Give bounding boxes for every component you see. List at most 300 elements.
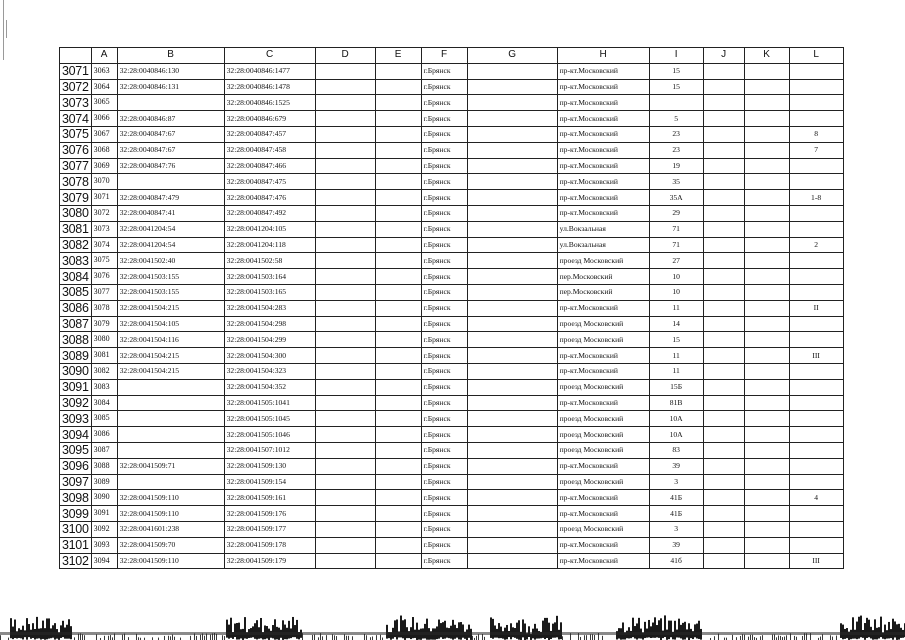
cell-g [467,395,557,411]
cell-k [744,490,789,506]
cell-g [467,458,557,474]
cell-i: 41Б [649,506,703,522]
row-number[interactable]: 3082 [60,237,92,253]
cell-e [375,79,421,95]
cell-b: 32:28:0040847:479 [117,190,224,206]
cell-b: 32:28:0040847:67 [117,142,224,158]
scan-noise-mark [660,618,662,640]
scan-noise-mark [510,623,512,639]
row-number[interactable]: 3090 [60,363,92,379]
row-number[interactable]: 3093 [60,411,92,427]
row-number[interactable]: 3097 [60,474,92,490]
table-row [60,395,844,411]
scan-noise-mark [332,634,333,640]
cell-g [467,269,557,285]
cell-c: 32:28:0040847:475 [224,174,315,190]
scan-noise-mark [272,625,274,638]
cell-h: проезд Московский [557,379,649,395]
scan-noise-mark [840,623,842,638]
row-number[interactable]: 3075 [60,126,92,142]
cell-k [744,142,789,158]
cell-c: 32:28:0041504:283 [224,300,315,316]
scan-noise-mark [164,636,165,640]
table-row [60,553,844,569]
cell-i [649,95,703,111]
cell-j [703,458,744,474]
cell-e [375,269,421,285]
cell-j [703,553,744,569]
cell-l [789,253,843,269]
cell-b: 32:28:0041503:155 [117,284,224,300]
scan-noise-mark [864,623,866,640]
cell-b: 32:28:0041204:54 [117,237,224,253]
cell-l [789,474,843,490]
cell-c: 32:28:0040846:679 [224,111,315,127]
cell-l: 8 [789,126,843,142]
cell-l [789,395,843,411]
scan-noise-mark [210,634,211,640]
cell-h: пр-кт.Московский [557,363,649,379]
scan-noise-mark [84,635,85,640]
cell-f: г.Брянск [421,474,467,490]
scan-noise-mark [294,625,296,637]
cell-c: 32:28:0041204:118 [224,237,315,253]
row-number[interactable]: 3077 [60,158,92,174]
cell-i: 10 [649,284,703,300]
cell-j [703,395,744,411]
cell-j [703,521,744,537]
table-row [60,458,844,474]
record-number: 3075 [91,253,117,269]
scan-noise-mark [314,634,315,640]
cell-i: 11 [649,363,703,379]
cell-c: 32:28:0041509:177 [224,521,315,537]
cell-j [703,363,744,379]
row-number[interactable]: 3099 [60,506,92,522]
cell-h: пр-кт.Московский [557,205,649,221]
cell-e [375,332,421,348]
cell-d [315,553,375,569]
scan-noise-mark [762,635,763,640]
scan-noise-mark [110,635,111,640]
scan-noise-baseline [0,632,905,635]
scan-noise-mark [238,623,240,640]
scan-noise-mark [592,634,593,640]
row-number[interactable]: 3071 [60,63,92,79]
cell-k [744,158,789,174]
scan-noise-mark [742,634,743,640]
cell-f: г.Брянск [421,363,467,379]
row-number[interactable]: 3073 [60,95,92,111]
scan-noise-mark [492,619,494,639]
table-row [60,111,844,127]
table-row [60,427,844,443]
cell-j [703,300,744,316]
scan-noise-mark [256,620,258,639]
scan-noise-mark [822,634,823,640]
scan-noise-mark [748,637,749,640]
scan-noise-mark [680,625,682,639]
cell-k [744,79,789,95]
scan-noise-mark [296,620,298,639]
cell-f: г.Брянск [421,126,467,142]
scan-noise-mark [472,636,473,640]
cell-f: г.Брянск [421,174,467,190]
cell-c: 32:28:0041509:176 [224,506,315,522]
scan-noise-mark [174,637,175,640]
row-number[interactable]: 3088 [60,332,92,348]
cell-e [375,506,421,522]
row-number[interactable]: 3094 [60,427,92,443]
scan-noise-mark [874,619,876,639]
column-header[interactable]: D [315,48,375,64]
cell-k [744,63,789,79]
record-number: 3073 [91,221,117,237]
cell-e [375,316,421,332]
cell-e [375,379,421,395]
cell-c: 32:28:0041509:154 [224,474,315,490]
cell-e [375,158,421,174]
row-number[interactable]: 3096 [60,458,92,474]
scan-noise-mark [744,635,745,640]
row-number[interactable]: 3085 [60,284,92,300]
table-row [60,253,844,269]
cell-g [467,332,557,348]
cell-l [789,411,843,427]
cell-i: 10А [649,427,703,443]
cell-b [117,474,224,490]
column-header-row [60,48,844,64]
cell-b: 32:28:0041509:110 [117,506,224,522]
cell-c: 32:28:0041502:58 [224,253,315,269]
row-number[interactable]: 3079 [60,190,92,206]
record-number: 3077 [91,284,117,300]
table-row [60,142,844,158]
scan-noise-mark [344,634,345,640]
cell-b: 32:28:0040847:67 [117,126,224,142]
cell-k [744,190,789,206]
scan-noise-mark [462,624,464,637]
scan-noise-mark [274,619,276,639]
cell-b: 32:28:0041504:215 [117,363,224,379]
row-number[interactable]: 3081 [60,221,92,237]
cell-j [703,474,744,490]
cell-b: 32:28:0040846:130 [117,63,224,79]
record-number: 3063 [91,63,117,79]
scan-noise-mark [534,624,536,640]
column-header[interactable]: K [744,48,789,64]
row-number[interactable]: 3091 [60,379,92,395]
scan-noise-mark [32,623,34,638]
cell-i: 39 [649,537,703,553]
row-number[interactable]: 3084 [60,269,92,285]
cell-d [315,158,375,174]
cell-b [117,427,224,443]
scan-noise-mark [26,618,28,640]
cell-j [703,379,744,395]
cell-l: III [789,348,843,364]
record-number: 3069 [91,158,117,174]
cell-b [117,95,224,111]
scan-noise-mark [622,622,624,639]
table-row [60,411,844,427]
cell-k [744,348,789,364]
scan-noise-mark [696,624,698,639]
cell-c: 32:28:0040847:476 [224,190,315,206]
cell-d [315,395,375,411]
column-header[interactable]: H [557,48,649,64]
cell-k [744,237,789,253]
cell-d [315,269,375,285]
record-number: 3093 [91,537,117,553]
record-number: 3085 [91,411,117,427]
cell-h: проезд Московский [557,253,649,269]
cell-b: 32:28:0041502:40 [117,253,224,269]
cell-i: 35А [649,190,703,206]
cell-i: 83 [649,442,703,458]
column-header[interactable]: E [375,48,421,64]
cell-g [467,111,557,127]
table-row [60,348,844,364]
cell-g [467,379,557,395]
scan-noise-mark [732,635,733,640]
row-number[interactable]: 3098 [60,490,92,506]
column-header[interactable]: F [421,48,467,64]
record-number: 3078 [91,300,117,316]
scan-noise-mark [168,636,169,640]
scan-noise-mark [584,635,585,640]
cell-f: г.Брянск [421,205,467,221]
cell-e [375,237,421,253]
cell-d [315,490,375,506]
scan-noise-mark [228,625,230,639]
table-row [60,174,844,190]
cell-g [467,158,557,174]
cell-e [375,142,421,158]
cell-i: 11 [649,300,703,316]
row-number[interactable]: 3102 [60,553,92,569]
scan-noise-mark [82,634,83,640]
row-number[interactable]: 3086 [60,300,92,316]
cell-i: 29 [649,205,703,221]
scan-noise-mark [122,635,123,640]
cell-f: г.Брянск [421,458,467,474]
row-number[interactable]: 3083 [60,253,92,269]
scan-noise-mark [452,620,454,640]
scan-noise-mark [312,635,313,640]
cell-h: пр-кт.Московский [557,506,649,522]
scan-noise-mark [638,618,640,639]
row-number[interactable]: 3076 [60,142,92,158]
scan-noise-mark [516,623,518,639]
scan-noise-mark [424,624,426,639]
cell-i: 41б [649,553,703,569]
row-number[interactable]: 3092 [60,395,92,411]
cell-g [467,348,557,364]
cell-c: 32:28:0041507:1012 [224,442,315,458]
cell-b: 32:28:0041504:215 [117,300,224,316]
record-number: 3083 [91,379,117,395]
cell-f: г.Брянск [421,190,467,206]
scan-noise-mark [476,636,477,640]
scan-noise-mark [898,624,900,640]
cell-g [467,442,557,458]
cell-i: 27 [649,253,703,269]
cell-i: 39 [649,458,703,474]
cell-b: 32:28:0041504:215 [117,348,224,364]
cell-e [375,363,421,379]
cell-h: пр-кт.Московский [557,490,649,506]
scan-noise-mark [0,635,1,640]
cell-d [315,95,375,111]
record-number: 3067 [91,126,117,142]
column-header[interactable]: G [467,48,557,64]
scan-noise-mark [172,634,173,640]
row-number[interactable]: 3101 [60,537,92,553]
cell-l [789,363,843,379]
column-header[interactable]: C [224,48,315,64]
scan-noise-mark [326,635,327,640]
scan-noise-mark [236,623,238,640]
cell-j [703,427,744,443]
scan-noise-mark [416,623,418,640]
cell-h: проезд Московский [557,442,649,458]
cell-f: г.Брянск [421,332,467,348]
cell-e [375,205,421,221]
cell-b [117,442,224,458]
row-number[interactable]: 3095 [60,442,92,458]
record-number: 3065 [91,95,117,111]
scan-noise-mark [494,625,496,637]
scan-noise-mark [322,636,323,640]
record-number: 3089 [91,474,117,490]
cell-l: 7 [789,142,843,158]
cell-e [375,442,421,458]
column-header[interactable]: A [91,48,117,64]
cell-k [744,427,789,443]
scan-noise-mark [524,624,526,640]
table-row [60,332,844,348]
cell-f: г.Брянск [421,63,467,79]
cell-j [703,111,744,127]
spreadsheet-table [59,47,844,569]
column-header[interactable]: L [789,48,843,64]
scan-noise-mark [234,624,236,637]
row-number[interactable]: 3087 [60,316,92,332]
column-header[interactable]: I [649,48,703,64]
cell-e [375,348,421,364]
cell-k [744,316,789,332]
cell-k [744,395,789,411]
scan-noise-mark [380,635,381,640]
cell-i: 10А [649,411,703,427]
cell-j [703,79,744,95]
cell-e [375,221,421,237]
row-number[interactable]: 3072 [60,79,92,95]
cell-l [789,537,843,553]
scan-noise-mark [594,635,595,640]
cell-l [789,63,843,79]
scan-noise-mark [602,636,603,640]
cell-e [375,126,421,142]
scan-noise-mark [444,621,446,639]
scan-noise-mark [396,620,398,640]
cell-h: пр-кт.Московский [557,79,649,95]
cell-j [703,174,744,190]
scan-noise-mark [552,624,554,638]
cell-l [789,284,843,300]
scan-noise-mark [28,624,30,637]
row-number[interactable]: 3080 [60,205,92,221]
cell-g [467,205,557,221]
scan-noise-mark [778,635,779,640]
cell-j [703,221,744,237]
cell-b: 32:28:0041509:70 [117,537,224,553]
cell-i: 15 [649,63,703,79]
cell-e [375,300,421,316]
scan-noise-mark [714,636,715,640]
cell-c: 32:28:0041509:130 [224,458,315,474]
cell-e [375,284,421,300]
row-number[interactable]: 3078 [60,174,92,190]
cell-d [315,506,375,522]
scan-noise-mark [404,619,406,640]
scan-noise-mark [334,635,335,640]
cell-h: пр-кт.Московский [557,142,649,158]
cell-e [375,190,421,206]
cell-j [703,332,744,348]
cell-i: 19 [649,158,703,174]
row-number[interactable]: 3100 [60,521,92,537]
cell-g [467,300,557,316]
scan-noise-mark [468,625,470,638]
record-number: 3092 [91,521,117,537]
cell-b: 32:28:0040846:87 [117,111,224,127]
cell-f: г.Брянск [421,506,467,522]
cell-d [315,379,375,395]
column-header[interactable]: B [117,48,224,64]
cell-l [789,79,843,95]
cell-e [375,537,421,553]
scan-noise-mark [682,623,684,640]
table-row [60,269,844,285]
cell-k [744,205,789,221]
cell-l [789,458,843,474]
scan-noise-mark [254,623,256,639]
scan-noise-mark [740,636,741,640]
cell-d [315,237,375,253]
cell-h: проезд Московский [557,316,649,332]
cell-f: г.Брянск [421,411,467,427]
cell-e [375,490,421,506]
cell-j [703,411,744,427]
scan-noise-mark [674,621,676,640]
cell-f: г.Брянск [421,427,467,443]
cell-j [703,126,744,142]
scan-noise-mark [260,618,262,638]
cell-k [744,474,789,490]
scan-noise-mark [366,635,367,640]
row-number[interactable]: 3089 [60,348,92,364]
cell-d [315,253,375,269]
column-header[interactable]: J [703,48,744,64]
row-number[interactable]: 3074 [60,111,92,127]
scan-noise-mark [460,622,462,640]
cell-c: 32:28:0041505:1045 [224,411,315,427]
cell-j [703,253,744,269]
scan-noise-mark [352,636,353,640]
scan-noise-mark [554,622,556,637]
